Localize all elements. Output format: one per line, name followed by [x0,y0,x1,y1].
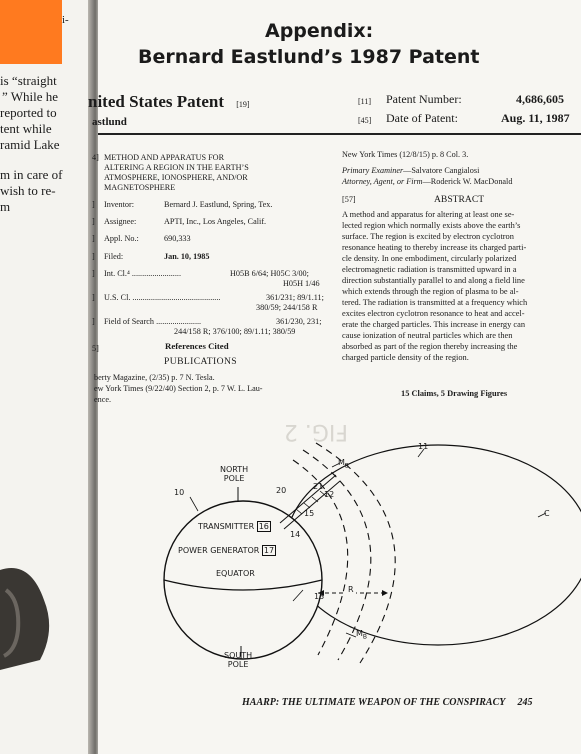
ref-c: C [544,509,550,518]
power-generator-label [178,546,276,555]
number-label: Patent Number: [386,92,462,106]
south-pole-line1: SOUTH [224,651,253,660]
r-label: R [348,585,354,594]
patent-office [88,92,250,112]
abstract-line: erate the charged particles. This increase in energy can [342,320,526,329]
left-page-line: tent while [0,121,52,136]
ref-12: 12 [324,490,335,499]
equator-label: EQUATOR [216,569,255,578]
left-page-fragment [0,0,92,754]
left-page-line: i- [62,14,69,26]
appendix-subtitle: Bernard Eastlund’s 1987 Patent [138,46,480,68]
intcl-value-2: H05H 1/46 [283,279,320,288]
patent-drawing [98,405,581,705]
filed-label: Filed: [104,252,124,261]
number-code: [11] [358,97,372,106]
office-code: [19] [236,100,250,109]
mb-top-label [338,458,349,470]
mb-bottom-label [356,629,367,641]
transmitter-text: TRANSMITTER [198,522,255,531]
assignee-value: APTI, Inc., Los Angeles, Calif. [164,217,267,226]
ref-11: 11 [418,442,429,451]
mb-top-sub: B [344,462,350,470]
patent-title-line: MAGNETOSPHERE [104,183,176,192]
abstract-line: which extends through the region of plasma to be al- [342,287,519,296]
mb-bottom-m: M [356,629,363,638]
intcl-code: ] [92,269,95,278]
uscl-code: ] [92,293,95,302]
leader-mb-bottom [346,633,356,637]
transmitter-label [198,522,271,531]
left-page-line: m [0,199,11,214]
power-generator-text: POWER GENERATOR [178,546,260,555]
abstract-line: tered. The radiation is transmitted at a frequency which [342,298,528,307]
date-value: Aug. 11, 1987 [501,111,570,125]
patent-title-line: ALTERING A REGION IN THE EARTH’S [104,163,249,172]
left-page-line: ” While he [2,89,59,104]
fos-value-1: 361/230, 231; [276,317,322,326]
inventor-short: astlund [92,116,127,128]
abstract-code: [57] [342,195,356,204]
number-value: 4,686,605 [516,92,564,106]
intcl-label: Int. Cl.⁴ ........................ [104,269,181,278]
abstract-line: charged particle density of the region. [342,353,469,362]
abstract-line: cause ionization of neutral particles which are then [342,331,513,340]
power-generator-number: 17 [263,546,275,555]
left-page-line: reported to [0,105,57,120]
header-rule [98,133,581,135]
inventor-value: Bernard J. Eastlund, Spring, Tex. [164,200,273,209]
left-page-line: is “straight [0,73,57,88]
ref-14: 14 [290,530,301,539]
publication-entry: berty Magazine, (2/35) p. 7 N. Tesla. [94,373,215,382]
attorney-label: Attorney, Agent, or Firm [342,177,423,186]
mb-top-m: M [338,458,345,467]
leader-10 [190,497,198,511]
claims-line: 15 Claims, 5 Drawing Figures [401,389,508,398]
abstract-line: excites electron cyclotron resonance to heat and accel- [342,309,525,318]
examiner-label: Primary Examiner [342,166,404,175]
date-label: Date of Patent: [386,111,458,125]
left-page-line: wish to re- [0,183,56,198]
publication-entry: ew York Times (9/22/40) Section 2, p. 7 W. L. Lau- [94,384,263,393]
inventor-label: Inventor: [104,200,135,209]
abstract-line: electromagnetic radiation is transmitted upward in a [342,265,517,274]
page-number: 245 [517,697,533,708]
appl-value: 690,333 [164,234,191,243]
uscl-value-2: 380/59; 244/158 R [256,303,318,312]
dark-illustration-fragment [0,560,56,670]
examiner-value: —Salvatore Cangialosi [403,166,480,175]
appendix-title: Appendix: [265,20,374,42]
sticky-note [0,0,62,64]
abstract-line: A method and apparatus for altering at least one se- [342,210,515,219]
south-pole-label [224,651,252,669]
right-page [88,0,581,754]
attorney-value: —Roderick W. MacDonald [422,177,513,186]
inventor-code: ] [92,200,95,209]
title-code: 4] [92,153,99,162]
mb-bottom-sub: B [362,633,368,641]
running-footer [242,697,533,708]
appl-label: Appl. No.: [104,234,139,243]
intcl-value-1: H05B 6/64; H05C 3/00; [230,269,309,278]
transmitter-number: 16 [258,522,269,531]
north-pole-label [220,465,248,483]
nyt-citation: New York Times (12/8/15) p. 8 Col. 3. [342,150,469,159]
appl-code: ] [92,234,95,243]
north-pole-line1: NORTH [220,465,249,474]
show-through-watermark: FIG. 2 [283,419,348,444]
abstract-heading: ABSTRACT [434,194,485,205]
abstract-line: cle density. In one embodiment, circularly polarized [342,254,517,263]
abstract-line: absorbed as part of the region thereby increasing the [342,342,518,351]
south-pole-line2: POLE [227,660,249,669]
book-title: HAARP: THE ULTIMATE WEAPON OF THE CONSPIRACY [242,697,506,708]
patent-title-line: METHOD AND APPARATUS FOR [104,153,225,162]
uscl-value-1: 361/231; 89/1.11; [266,293,324,302]
patent-office-text: nited States Patent [88,92,224,111]
abstract-line: lected region which normally exists above the earth’s [342,221,521,230]
refs-heading: References Cited [165,341,229,351]
ref-15: 15 [304,509,315,518]
abstract-line: surface. The region is excited by electron cyclotron [342,232,514,241]
filed-code: ] [92,252,95,261]
examiner [342,166,479,175]
date-code: [45] [358,116,372,125]
ref-10: 10 [174,488,185,497]
fos-code: ] [92,317,95,326]
left-page-line: ramid Lake [0,137,60,152]
assignee-code: ] [92,217,95,226]
attorney [342,177,512,186]
fos-label: Field of Search ...................... [104,317,202,326]
patent-title-line: ATMOSPHERE, IONOSPHERE, AND/OR [104,173,248,182]
abstract-line: direction substantially parallel to and along a field line [342,276,525,285]
ref-21: 21 [313,482,324,491]
pubs-heading: PUBLICATIONS [164,356,238,367]
fos-value-2: 244/158 R; 376/100; 89/1.11; 380/59 [174,327,296,336]
refs-code: 5] [92,344,99,353]
ref-13: 13 [314,592,325,601]
filed-value: Jan. 10, 1985 [164,252,210,261]
ref-20: 20 [276,486,287,495]
field-line-ellipse [286,445,581,645]
north-pole-line2: POLE [223,474,245,483]
left-page-line: m in care of [0,167,63,182]
publication-entry: ence. [94,395,112,404]
uscl-label: U.S. Cl. ........................................... [104,293,221,302]
assignee-label: Assignee: [104,217,137,226]
abstract-line: resonance heating to thereby increase its charged parti- [342,243,527,252]
